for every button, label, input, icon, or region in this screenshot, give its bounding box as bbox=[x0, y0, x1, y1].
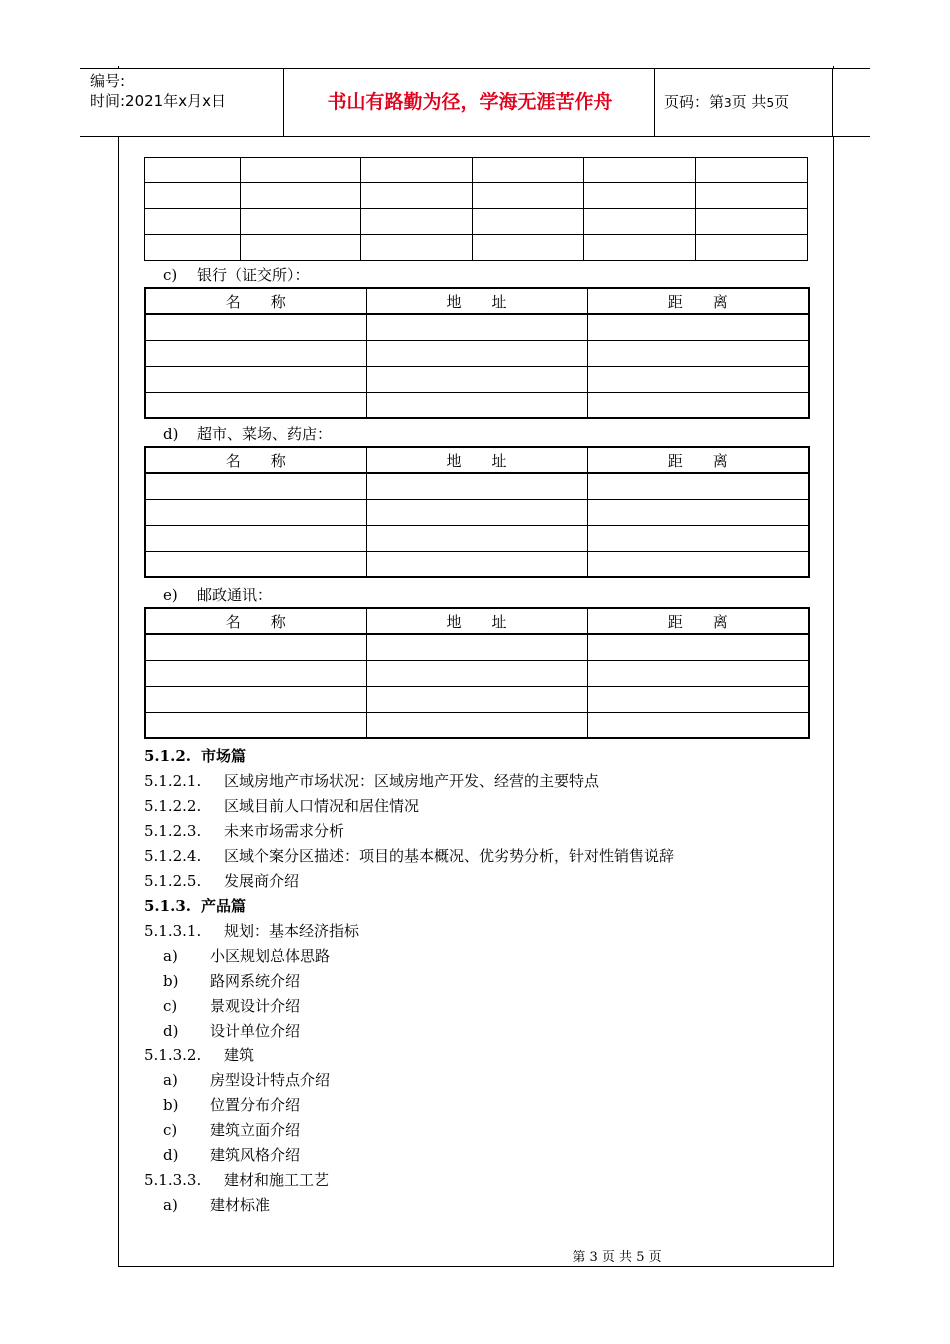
doc-time-label: 时间:2021年x月x日 bbox=[90, 92, 226, 110]
list-text: 建材标准 bbox=[210, 1196, 271, 1214]
list-item bbox=[163, 1145, 300, 1165]
section-title: 超市、菜场、药店： bbox=[197, 425, 333, 443]
table-row bbox=[145, 499, 809, 525]
outline-number: 5.1.3.2. bbox=[144, 1046, 202, 1064]
section-market-label bbox=[163, 424, 332, 444]
col-address-header: 地 址 bbox=[366, 447, 587, 473]
outline-text: 发展商介绍 bbox=[224, 872, 300, 890]
page-end: 页 bbox=[774, 93, 790, 111]
outline-item bbox=[144, 821, 344, 841]
list-text: 位置分布介绍 bbox=[210, 1096, 301, 1114]
bank-table bbox=[144, 287, 810, 419]
list-item bbox=[163, 946, 330, 966]
outline-number: 5.1.2.3. bbox=[144, 822, 202, 840]
list-text: 景观设计介绍 bbox=[210, 997, 301, 1015]
outline-text: 规划：基本经济指标 bbox=[224, 922, 360, 940]
list-marker: c) bbox=[163, 1121, 178, 1139]
col-distance-header: 距 离 bbox=[587, 608, 809, 634]
list-marker: d) bbox=[163, 1146, 179, 1164]
col-name-header: 名 称 bbox=[145, 608, 366, 634]
heading-market bbox=[144, 746, 246, 766]
header-divider bbox=[283, 69, 284, 136]
table-header-row bbox=[145, 288, 809, 314]
table-row bbox=[145, 634, 809, 660]
col-name-header: 名 称 bbox=[145, 447, 366, 473]
outline-item bbox=[144, 1045, 254, 1065]
col-distance-header: 距 离 bbox=[587, 447, 809, 473]
header-page-info bbox=[664, 69, 789, 136]
outline-item bbox=[144, 796, 419, 816]
list-text: 设计单位介绍 bbox=[210, 1022, 301, 1040]
outline-number: 5.1.2.2. bbox=[144, 797, 202, 815]
section-title: 邮政通讯： bbox=[197, 586, 273, 604]
table-row bbox=[145, 686, 809, 712]
outline-item bbox=[144, 771, 599, 791]
list-item bbox=[163, 1021, 300, 1041]
list-item bbox=[163, 1095, 300, 1115]
header-meta bbox=[90, 71, 226, 111]
outline-item bbox=[144, 1170, 329, 1190]
market-table bbox=[144, 446, 810, 578]
page-footer: 第 3 页 共 5 页 bbox=[572, 1250, 662, 1265]
table-header-row bbox=[145, 447, 809, 473]
heading-product bbox=[144, 896, 246, 916]
list-text: 路网系统介绍 bbox=[210, 972, 301, 990]
list-text: 小区规划总体思路 bbox=[210, 947, 331, 965]
outline-number: 5.1.2.1. bbox=[144, 772, 202, 790]
page-total: 5 bbox=[766, 96, 775, 110]
section-title: 银行（证交所）： bbox=[197, 266, 310, 284]
list-marker: a) bbox=[163, 947, 178, 965]
header-divider bbox=[832, 69, 833, 136]
outline-number: 5.1.2.4. bbox=[144, 847, 202, 865]
table-row bbox=[145, 209, 808, 235]
table-row bbox=[145, 366, 809, 392]
table-row bbox=[145, 660, 809, 686]
table-row bbox=[145, 314, 809, 340]
page-current: 3 bbox=[724, 96, 732, 110]
table-row bbox=[145, 712, 809, 738]
col-distance-header: 距 离 bbox=[587, 288, 809, 314]
list-marker: a) bbox=[163, 1071, 178, 1089]
list-item bbox=[163, 971, 300, 991]
outline-text: 建材和施工工艺 bbox=[224, 1171, 330, 1189]
list-item bbox=[163, 1195, 270, 1215]
table-row bbox=[145, 235, 808, 261]
list-marker: a) bbox=[163, 1196, 178, 1214]
section-bank-label bbox=[163, 265, 310, 285]
table-row bbox=[145, 473, 809, 499]
section-marker: c) bbox=[163, 266, 178, 284]
list-marker: b) bbox=[163, 972, 179, 990]
outline-item bbox=[144, 871, 299, 891]
outline-text: 产品篇 bbox=[201, 897, 247, 915]
list-item bbox=[163, 1070, 330, 1090]
section-marker: d) bbox=[163, 425, 179, 443]
outline-number: 5.1.3.1. bbox=[144, 922, 202, 940]
table-row bbox=[145, 340, 809, 366]
list-text: 建筑风格介绍 bbox=[210, 1146, 301, 1164]
table-row bbox=[145, 392, 809, 418]
col-address-header: 地 址 bbox=[366, 608, 587, 634]
list-text: 建筑立面介绍 bbox=[210, 1121, 301, 1139]
table-row bbox=[145, 525, 809, 551]
outline-text: 市场篇 bbox=[201, 747, 247, 765]
outline-number: 5.1.2.5. bbox=[144, 872, 202, 890]
list-item bbox=[163, 1120, 300, 1140]
outline-item bbox=[144, 921, 359, 941]
post-table bbox=[144, 607, 810, 739]
list-text: 房型设计特点介绍 bbox=[210, 1071, 331, 1089]
outline-text: 区域房地产市场状况：区域房地产开发、经营的主要特点 bbox=[224, 772, 600, 790]
section-post-label bbox=[163, 585, 272, 605]
continuation-table bbox=[144, 157, 808, 261]
table-row bbox=[145, 183, 808, 209]
outline-item bbox=[144, 846, 674, 866]
col-name-header: 名 称 bbox=[145, 288, 366, 314]
table-row bbox=[145, 551, 809, 577]
list-marker: c) bbox=[163, 997, 178, 1015]
outline-text: 区域目前人口情况和居住情况 bbox=[224, 797, 420, 815]
outline-text: 未来市场需求分析 bbox=[224, 822, 345, 840]
header-motto: 书山有路勤为径，学海无涯苦作舟 bbox=[327, 91, 613, 113]
table-row bbox=[145, 158, 808, 183]
outline-number: 5.1.3. bbox=[144, 897, 191, 915]
list-marker: b) bbox=[163, 1096, 179, 1114]
col-address-header: 地 址 bbox=[366, 288, 587, 314]
list-item bbox=[163, 996, 300, 1016]
page-header bbox=[80, 68, 870, 137]
list-marker: d) bbox=[163, 1022, 179, 1040]
table-header-row bbox=[145, 608, 809, 634]
doc-number-label: 编号: bbox=[90, 72, 126, 90]
outline-text: 区域个案分区描述：项目的基本概况、优劣势分析，针对性销售说辞 bbox=[224, 847, 675, 865]
section-marker: e) bbox=[163, 586, 178, 604]
page-label: 页码：第 bbox=[664, 93, 725, 111]
outline-number: 5.1.3.3. bbox=[144, 1171, 202, 1189]
outline-number: 5.1.2. bbox=[144, 747, 191, 765]
page-mid: 页 共 bbox=[731, 93, 767, 111]
outline-text: 建筑 bbox=[224, 1046, 255, 1064]
